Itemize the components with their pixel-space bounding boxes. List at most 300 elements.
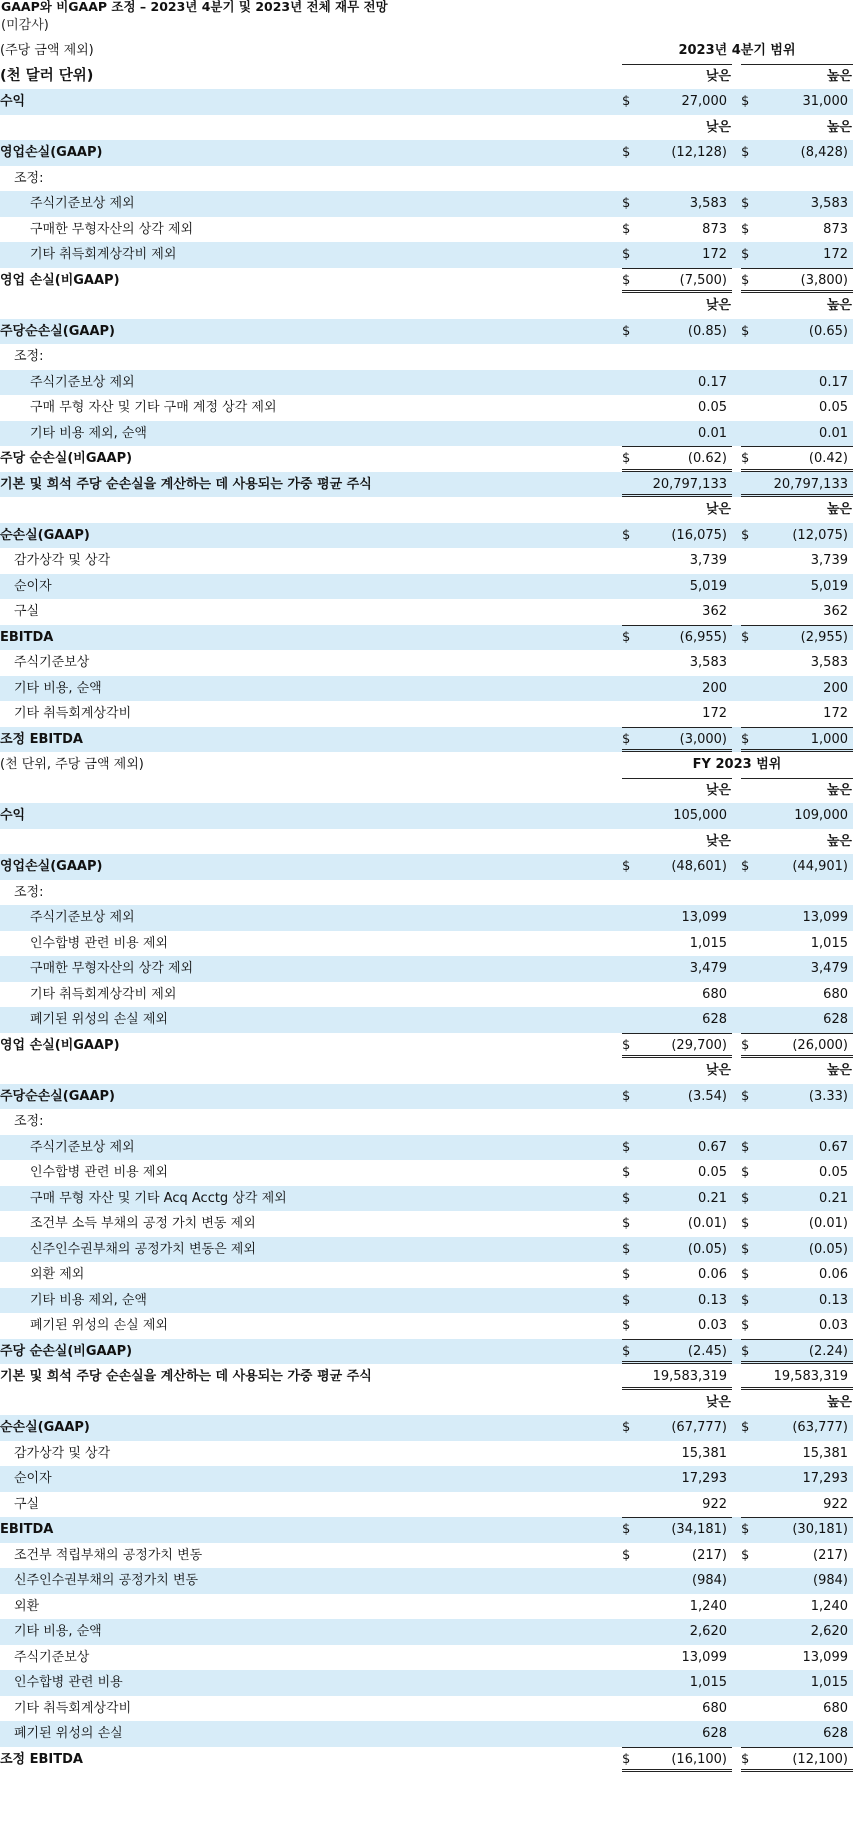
row-label: 기본 및 희석 주당 순손실을 계산하는 데 사용되는 가중 평균 주식 bbox=[0, 1369, 372, 1384]
column-header-row bbox=[0, 1390, 853, 1416]
currency-symbol-high: $ bbox=[741, 1088, 750, 1104]
row-label: 구매 무형 자산 및 기타 Acq Acctg 상각 제외 bbox=[30, 1190, 287, 1206]
row-label: 인수합병 관련 비용 제외 bbox=[30, 935, 168, 951]
section-caption-row bbox=[0, 38, 853, 64]
currency-symbol-low: $ bbox=[622, 1088, 631, 1104]
high-value: 13,099 bbox=[802, 1649, 848, 1665]
low-value: (0.05) bbox=[687, 1241, 727, 1257]
high-value: 0.21 bbox=[819, 1190, 848, 1206]
low-value: 0.17 bbox=[698, 374, 727, 390]
high-value: 17,293 bbox=[802, 1471, 848, 1486]
table-row bbox=[0, 727, 853, 753]
low-value: 0.67 bbox=[698, 1139, 727, 1155]
rule-line bbox=[622, 778, 732, 779]
row-label: 구매한 무형자산의 상각 제외 bbox=[30, 961, 194, 976]
high-value: 873 bbox=[823, 221, 848, 237]
row-label: 신주인수권부채의 공정가치 변동 bbox=[14, 1573, 199, 1588]
table-row bbox=[0, 1568, 853, 1594]
high-value: 15,381 bbox=[802, 1445, 848, 1461]
row-label: 조정 EBITDA bbox=[0, 731, 83, 747]
high-value: 3,739 bbox=[810, 553, 848, 568]
currency-symbol-high: $ bbox=[741, 94, 750, 109]
low-value: 0.13 bbox=[698, 1292, 727, 1308]
table-row bbox=[0, 89, 853, 115]
table-row bbox=[0, 1492, 853, 1518]
table-row bbox=[0, 1441, 853, 1467]
currency-symbol-high: $ bbox=[741, 859, 750, 874]
high-value: (0.42) bbox=[808, 451, 848, 466]
table-row bbox=[0, 1594, 853, 1620]
low-value: 0.03 bbox=[698, 1318, 727, 1333]
high-value: 680 bbox=[823, 1700, 848, 1716]
low-value: 3,739 bbox=[689, 553, 727, 568]
row-label: 조건부 적립부채의 공정가치 변동 bbox=[14, 1547, 203, 1563]
rule-line bbox=[741, 64, 853, 65]
high-value: 0.06 bbox=[819, 1267, 848, 1282]
currency-symbol-low: $ bbox=[622, 451, 631, 466]
currency-symbol-low: $ bbox=[622, 1522, 631, 1537]
currency-symbol-high: $ bbox=[741, 731, 750, 747]
currency-symbol-low: $ bbox=[622, 196, 631, 211]
table-row bbox=[0, 1211, 853, 1237]
currency-symbol-low: $ bbox=[622, 1037, 631, 1053]
high-value: 0.03 bbox=[819, 1318, 848, 1333]
low-value: 873 bbox=[702, 221, 727, 237]
currency-symbol-high: $ bbox=[741, 1241, 750, 1257]
rule-line bbox=[622, 1517, 732, 1518]
currency-symbol-low: $ bbox=[622, 859, 631, 874]
table-row bbox=[0, 1262, 853, 1288]
low-value: 0.01 bbox=[698, 425, 727, 441]
high-value: (63,777) bbox=[792, 1420, 848, 1435]
table-row bbox=[0, 319, 853, 345]
row-label: 주식기준보상 제외 bbox=[30, 1139, 135, 1155]
low-column-header: 낮은 bbox=[705, 1394, 731, 1410]
rule-line bbox=[622, 268, 732, 269]
table-row bbox=[0, 446, 853, 472]
low-value: 0.05 bbox=[698, 1165, 727, 1180]
row-label: 기타 취득회계상각비 제외 bbox=[30, 247, 177, 262]
high-value: 172 bbox=[823, 706, 848, 721]
rule-line bbox=[622, 1033, 732, 1034]
low-value: (3,000) bbox=[679, 731, 727, 747]
row-label: 영업 손실(비GAAP) bbox=[0, 272, 120, 288]
currency-symbol-low: $ bbox=[622, 1165, 631, 1180]
low-value: (29,700) bbox=[671, 1037, 727, 1053]
currency-symbol-high: $ bbox=[741, 1037, 750, 1053]
low-value: (2.45) bbox=[687, 1343, 727, 1359]
row-label: 조정 EBITDA bbox=[0, 1751, 83, 1767]
row-label: 인수합병 관련 비용 제외 bbox=[30, 1165, 168, 1180]
high-value: (217) bbox=[813, 1547, 848, 1563]
currency-symbol-high: $ bbox=[741, 451, 750, 466]
row-label: 주식기준보상 bbox=[14, 1649, 90, 1665]
currency-symbol-low: $ bbox=[622, 1343, 631, 1359]
table-row bbox=[0, 1237, 853, 1263]
low-value: 1,240 bbox=[689, 1598, 727, 1614]
section-caption-row bbox=[0, 752, 853, 778]
low-value: (0.85) bbox=[687, 323, 727, 339]
row-label: 조정: bbox=[14, 170, 44, 186]
table-row bbox=[0, 1033, 853, 1059]
table-row bbox=[0, 854, 853, 880]
table-row bbox=[0, 650, 853, 676]
currency-symbol-low: $ bbox=[622, 1216, 631, 1231]
currency-symbol-low: $ bbox=[622, 731, 631, 747]
table-row bbox=[0, 1109, 853, 1135]
currency-symbol-low: $ bbox=[622, 1420, 631, 1435]
table-row bbox=[0, 1186, 853, 1212]
currency-symbol-low: $ bbox=[622, 1751, 631, 1767]
currency-symbol-high: $ bbox=[741, 1547, 750, 1563]
rule-line bbox=[622, 1339, 732, 1340]
table-row bbox=[0, 140, 853, 166]
row-label: 기타 취득회계상각비 제외 bbox=[30, 986, 177, 1002]
low-value: (0.01) bbox=[687, 1216, 727, 1231]
high-value: (12,100) bbox=[792, 1751, 848, 1767]
row-label: 기타 취득회계상각비 bbox=[14, 706, 132, 721]
row-label: 외환 제외 bbox=[30, 1267, 85, 1282]
high-value: 1,000 bbox=[810, 731, 848, 747]
table-row bbox=[0, 1160, 853, 1186]
row-label: 구실 bbox=[14, 1496, 40, 1512]
rule-line bbox=[741, 446, 853, 447]
currency-symbol-low: $ bbox=[622, 1292, 631, 1308]
currency-symbol-low: $ bbox=[622, 145, 631, 160]
row-label: 주당순손실(GAAP) bbox=[0, 323, 115, 339]
currency-symbol-high: $ bbox=[741, 1318, 750, 1333]
low-value: 17,293 bbox=[681, 1471, 727, 1486]
table-row bbox=[0, 905, 853, 931]
table-row bbox=[0, 217, 853, 243]
high-value: (26,000) bbox=[792, 1037, 848, 1053]
high-value: 19,583,319 bbox=[773, 1369, 848, 1384]
high-value: 3,479 bbox=[810, 961, 848, 976]
document-title: GAAP와 비GAAP 조정 – 2023년 4분기 및 2023년 전체 재무 전망 bbox=[1, 0, 388, 14]
currency-symbol-high: $ bbox=[741, 1420, 750, 1435]
table-row bbox=[0, 1364, 853, 1390]
rule-line bbox=[741, 778, 853, 779]
low-value: 628 bbox=[702, 1012, 727, 1027]
high-value: (0.01) bbox=[808, 1216, 848, 1231]
high-column-header: 높은 bbox=[826, 502, 852, 517]
high-value: 922 bbox=[823, 1496, 848, 1512]
low-value: 922 bbox=[702, 1496, 727, 1512]
column-header-row bbox=[0, 829, 853, 855]
high-value: 0.67 bbox=[819, 1139, 848, 1155]
rule-line bbox=[741, 1747, 853, 1748]
low-value: (48,601) bbox=[671, 859, 727, 874]
rule-line bbox=[741, 1517, 853, 1518]
table-row bbox=[0, 472, 853, 498]
row-label: 영업손실(GAAP) bbox=[0, 859, 103, 874]
row-label: 조정: bbox=[14, 884, 44, 900]
high-value: 0.17 bbox=[819, 374, 848, 390]
low-value: 1,015 bbox=[689, 935, 727, 951]
low-value: (6,955) bbox=[679, 629, 727, 645]
table-row bbox=[0, 523, 853, 549]
currency-symbol-low: $ bbox=[622, 1139, 631, 1155]
row-label: 구실 bbox=[14, 604, 40, 619]
table-row bbox=[0, 803, 853, 829]
table-row bbox=[0, 1288, 853, 1314]
table-row bbox=[0, 548, 853, 574]
low-column-header: 낮은 bbox=[705, 298, 731, 313]
high-value: 628 bbox=[823, 1726, 848, 1741]
table-row bbox=[0, 625, 853, 651]
low-value: (16,075) bbox=[671, 527, 727, 543]
row-label: (천 달러 단위) bbox=[0, 67, 94, 84]
currency-symbol-high: $ bbox=[741, 629, 750, 645]
high-value: 3,583 bbox=[810, 196, 848, 211]
currency-symbol-low: $ bbox=[622, 323, 631, 339]
high-column-header: 높은 bbox=[826, 782, 852, 798]
high-column-header: 높은 bbox=[826, 1394, 852, 1410]
table-row bbox=[0, 1543, 853, 1569]
low-value: (12,128) bbox=[671, 145, 727, 160]
table-row bbox=[0, 1466, 853, 1492]
currency-symbol-low: $ bbox=[622, 1267, 631, 1282]
rule-line bbox=[741, 268, 853, 269]
low-column-header: 낮은 bbox=[705, 68, 731, 84]
high-value: (30,181) bbox=[792, 1522, 848, 1537]
currency-symbol-low: $ bbox=[622, 272, 631, 288]
table-row bbox=[0, 880, 853, 906]
low-value: 3,583 bbox=[689, 655, 727, 670]
low-column-header: 낮은 bbox=[705, 502, 731, 517]
low-value: 13,099 bbox=[681, 910, 727, 925]
table-row bbox=[0, 1007, 853, 1033]
row-label: 기타 비용 제외, 순액 bbox=[30, 1292, 147, 1308]
row-label: 기본 및 희석 주당 순손실을 계산하는 데 사용되는 가중 평균 주식 bbox=[0, 476, 372, 492]
currency-symbol-high: $ bbox=[741, 1292, 750, 1308]
low-value: (984) bbox=[692, 1573, 727, 1588]
low-value: 19,583,319 bbox=[652, 1369, 727, 1384]
currency-symbol-high: $ bbox=[741, 1751, 750, 1767]
row-label: EBITDA bbox=[0, 1522, 54, 1537]
column-header-row bbox=[0, 1058, 853, 1084]
currency-symbol-low: $ bbox=[622, 1547, 631, 1563]
range-caption: 2023년 4분기 범위 bbox=[678, 43, 796, 58]
table-row bbox=[0, 1084, 853, 1110]
high-value: (12,075) bbox=[792, 527, 848, 543]
rule-line bbox=[622, 625, 732, 626]
low-value: 680 bbox=[702, 1700, 727, 1716]
row-label: 영업손실(GAAP) bbox=[0, 145, 103, 160]
table-row bbox=[0, 1696, 853, 1722]
row-label: 영업 손실(비GAAP) bbox=[0, 1037, 120, 1053]
row-label: 기타 비용 제외, 순액 bbox=[30, 425, 147, 441]
high-column-header: 높은 bbox=[826, 1063, 852, 1078]
column-header-row bbox=[0, 497, 853, 523]
high-value: (3.33) bbox=[808, 1088, 848, 1104]
high-column-header: 높은 bbox=[826, 119, 852, 135]
high-value: (2.24) bbox=[808, 1343, 848, 1359]
currency-symbol-high: $ bbox=[741, 1343, 750, 1359]
low-value: 27,000 bbox=[681, 94, 727, 109]
row-label: 폐기된 위성의 손실 제외 bbox=[30, 1012, 168, 1027]
row-label: EBITDA bbox=[0, 629, 54, 645]
high-value: 628 bbox=[823, 1012, 848, 1027]
high-column-header: 높은 bbox=[826, 68, 852, 84]
currency-symbol-low: $ bbox=[622, 1241, 631, 1257]
row-label: 수익 bbox=[0, 808, 26, 823]
currency-symbol-high: $ bbox=[741, 527, 750, 543]
rule-line bbox=[622, 727, 732, 728]
table-row bbox=[0, 421, 853, 447]
currency-symbol-high: $ bbox=[741, 1139, 750, 1155]
double-underline bbox=[741, 1769, 853, 1772]
high-value: 362 bbox=[823, 604, 848, 619]
high-value: (0.05) bbox=[808, 1241, 848, 1257]
low-column-header: 낮은 bbox=[705, 119, 731, 135]
low-value: 172 bbox=[702, 706, 727, 721]
high-value: 31,000 bbox=[802, 94, 848, 109]
column-header-row bbox=[0, 778, 853, 804]
low-value: (0.62) bbox=[687, 451, 727, 466]
high-value: 0.13 bbox=[819, 1292, 848, 1308]
table-row bbox=[0, 268, 853, 294]
table-row bbox=[0, 191, 853, 217]
row-label: 주당순손실(GAAP) bbox=[0, 1088, 115, 1104]
table-row bbox=[0, 1517, 853, 1543]
rule-line bbox=[622, 446, 732, 447]
high-value: 2,620 bbox=[810, 1624, 848, 1639]
high-value: (984) bbox=[813, 1573, 848, 1588]
low-value: 0.06 bbox=[698, 1267, 727, 1282]
currency-symbol-low: $ bbox=[622, 527, 631, 543]
row-label: 조건부 소득 부채의 공정 가치 변동 제외 bbox=[30, 1216, 256, 1231]
low-value: 362 bbox=[702, 604, 727, 619]
currency-symbol-high: $ bbox=[741, 247, 750, 262]
low-value: 105,000 bbox=[673, 808, 727, 823]
currency-symbol-high: $ bbox=[741, 196, 750, 211]
high-value: (3,800) bbox=[800, 272, 848, 288]
low-value: 680 bbox=[702, 986, 727, 1002]
high-value: (8,428) bbox=[800, 145, 848, 160]
high-value: (44,901) bbox=[792, 859, 848, 874]
rule-line bbox=[741, 1033, 853, 1034]
row-label: 구매 무형 자산 및 기타 구매 계정 상각 제외 bbox=[30, 400, 277, 415]
row-label: 폐기된 위성의 손실 제외 bbox=[30, 1318, 168, 1333]
low-value: 3,479 bbox=[689, 961, 727, 976]
low-value: 1,015 bbox=[689, 1675, 727, 1690]
currency-symbol-low: $ bbox=[622, 247, 631, 262]
reconciliation-table bbox=[0, 38, 853, 1772]
column-header-row bbox=[0, 64, 853, 90]
currency-symbol-high: $ bbox=[741, 145, 750, 160]
table-row bbox=[0, 599, 853, 625]
table-row bbox=[0, 242, 853, 268]
low-value: (16,100) bbox=[671, 1751, 727, 1767]
high-column-header: 높은 bbox=[826, 833, 852, 849]
low-value: 628 bbox=[702, 1726, 727, 1741]
table-row bbox=[0, 1619, 853, 1645]
double-underline bbox=[622, 1769, 732, 1772]
low-value: 0.05 bbox=[698, 400, 727, 415]
row-label: 주식기준보상 제외 bbox=[30, 910, 135, 925]
rule-line bbox=[741, 727, 853, 728]
high-value: 0.05 bbox=[819, 400, 848, 415]
high-value: 200 bbox=[823, 680, 848, 696]
table-row bbox=[0, 676, 853, 702]
row-label: 기타 취득회계상각비 bbox=[14, 1700, 132, 1716]
low-value: 20,797,133 bbox=[652, 476, 727, 492]
table-row bbox=[0, 1645, 853, 1671]
row-label: 순이자 bbox=[14, 578, 52, 594]
low-value: (7,500) bbox=[679, 272, 727, 288]
table-row bbox=[0, 1339, 853, 1365]
row-label: 감가상각 및 상각 bbox=[14, 553, 111, 568]
row-label: 순이자 bbox=[14, 1471, 52, 1486]
low-column-header: 낮은 bbox=[705, 1063, 731, 1078]
currency-symbol-low: $ bbox=[622, 1190, 631, 1206]
low-value: (34,181) bbox=[671, 1522, 727, 1537]
column-header-row bbox=[0, 115, 853, 141]
row-label: 감가상각 및 상각 bbox=[14, 1445, 111, 1461]
currency-symbol-low: $ bbox=[622, 94, 631, 109]
rule-line bbox=[622, 1747, 732, 1748]
table-row bbox=[0, 701, 853, 727]
currency-symbol-high: $ bbox=[741, 1267, 750, 1282]
high-value: 1,015 bbox=[810, 1675, 848, 1690]
row-label: 폐기된 위성의 손실 bbox=[14, 1726, 123, 1741]
row-label: 신주인수권부채의 공정가치 변동은 제외 bbox=[30, 1241, 256, 1257]
table-row bbox=[0, 395, 853, 421]
high-value: 20,797,133 bbox=[773, 476, 848, 492]
row-label: 주식기준보상 제외 bbox=[30, 196, 135, 211]
low-value: 5,019 bbox=[689, 578, 727, 594]
low-value: 0.21 bbox=[698, 1190, 727, 1206]
column-header-row bbox=[0, 293, 853, 319]
row-label: 순손실(GAAP) bbox=[0, 1420, 90, 1435]
high-value: 13,099 bbox=[802, 910, 848, 925]
low-value: 200 bbox=[702, 680, 727, 696]
range-caption: FY 2023 범위 bbox=[692, 757, 782, 772]
row-label: 기타 비용, 순액 bbox=[14, 1624, 102, 1639]
high-value: 1,015 bbox=[810, 935, 848, 951]
low-value: (3.54) bbox=[687, 1088, 727, 1104]
row-label: 조정: bbox=[14, 349, 44, 364]
low-value: 13,099 bbox=[681, 1649, 727, 1665]
high-value: (2,955) bbox=[800, 629, 848, 645]
table-row bbox=[0, 982, 853, 1008]
low-value: 3,583 bbox=[689, 196, 727, 211]
low-value: (67,777) bbox=[671, 1420, 727, 1435]
table-row bbox=[0, 1670, 853, 1696]
row-label: 순손실(GAAP) bbox=[0, 527, 90, 543]
row-label: (주당 금액 제외) bbox=[0, 43, 94, 58]
currency-symbol-high: $ bbox=[741, 1165, 750, 1180]
rule-line bbox=[741, 1339, 853, 1340]
rule-line bbox=[622, 64, 732, 65]
row-label: (천 단위, 주당 금액 제외) bbox=[0, 757, 144, 772]
table-row bbox=[0, 931, 853, 957]
row-label: 조정: bbox=[14, 1114, 44, 1129]
high-value: 5,019 bbox=[810, 578, 848, 594]
document-subtitle: (미감사) bbox=[1, 18, 49, 33]
table-row bbox=[0, 344, 853, 370]
table-row bbox=[0, 1135, 853, 1161]
table-row bbox=[0, 1313, 853, 1339]
table-row bbox=[0, 574, 853, 600]
high-value: 0.01 bbox=[819, 425, 848, 441]
row-label: 주당 순손실(비GAAP) bbox=[0, 1343, 133, 1359]
currency-symbol-high: $ bbox=[741, 1190, 750, 1206]
low-value: 172 bbox=[702, 247, 727, 262]
high-value: 1,240 bbox=[810, 1598, 848, 1614]
high-column-header: 높은 bbox=[826, 298, 852, 313]
